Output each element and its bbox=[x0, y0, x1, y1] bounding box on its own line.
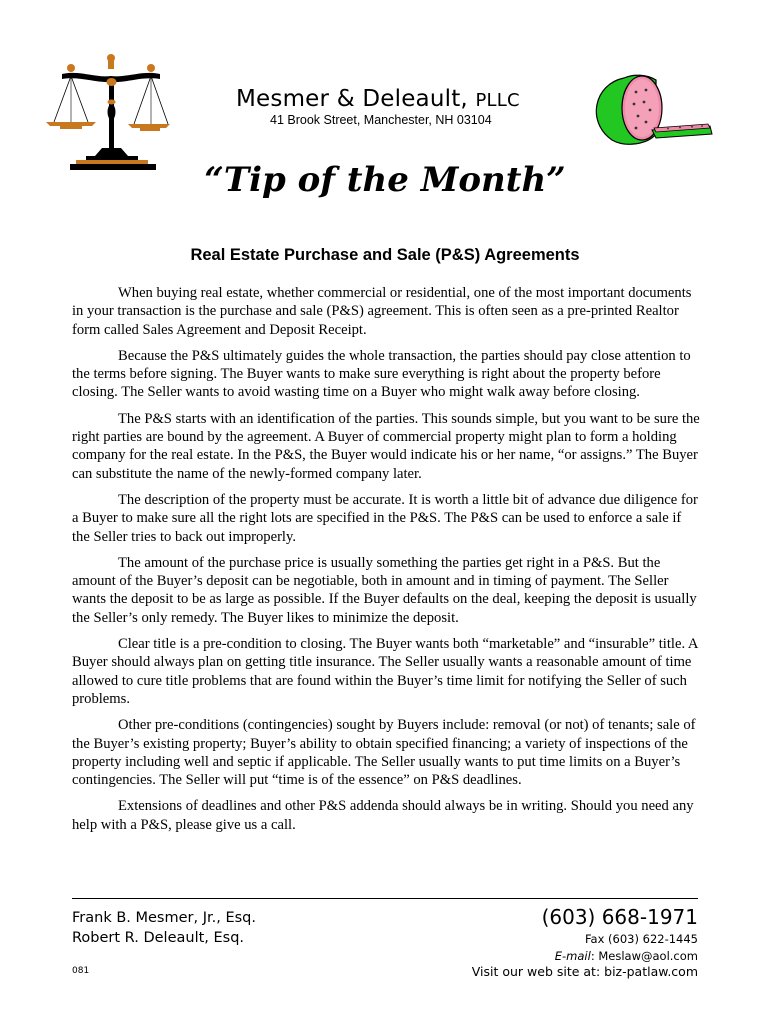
fax-number: Fax (603) 622-1445 bbox=[584, 932, 698, 946]
email-line bbox=[555, 949, 698, 963]
article-paragraph: The P&S starts with an identification of the parties. This sounds simple, but you want to be sure the right parties are bound by the agreement. A Buyer of commercial property might plan to form a holding company for the real estate. In the P&S, the Buyer would indicate his or her name, “or assigns.” The Buyer can substitute the name of the newly-formed company later. bbox=[72, 410, 700, 482]
scales-of-justice-icon bbox=[40, 52, 170, 174]
article-body bbox=[72, 284, 700, 842]
tip-of-the-month-title: “Tip of the Month” bbox=[204, 160, 566, 200]
firm-name-text: Mesmer & Deleault, bbox=[236, 86, 468, 112]
article-paragraph: Other pre-conditions (contingencies) sought by Buyers include: removal (or not) of tenants; sale of the Buyer’s existing property; Buyer’s ability to obtain specified financing; a variety of inspections of the property including well and septic if applicable. The Seller usually wants to put time limits on a Buyer’s contingencies. The Seller will put “time is of the essence” on P&S deadlines. bbox=[72, 717, 696, 789]
firm-suffix: PLLC bbox=[475, 90, 520, 111]
email-label: E-mail bbox=[554, 949, 591, 963]
website-line[interactable]: Visit our web site at: biz-patlaw.com bbox=[471, 964, 698, 979]
attorney-name: Frank B. Mesmer, Jr., Esq. bbox=[72, 910, 256, 926]
firm-name bbox=[236, 86, 520, 112]
watermelon-icon bbox=[586, 72, 716, 150]
document-code: 081 bbox=[72, 966, 90, 976]
firm-address: 41 Brook Street, Manchester, NH 03104 bbox=[270, 113, 492, 127]
phone-number: (603) 668-1971 bbox=[541, 905, 698, 929]
email-address[interactable]: : Meslaw@aol.com bbox=[590, 949, 698, 963]
article-paragraph: Extensions of deadlines and other P&S addenda should always be in writing. Should you need any help with a P&S, please give us a call. bbox=[72, 798, 694, 833]
article-paragraph: The description of the property must be accurate. It is worth a little bit of advance due diligence for a Buyer to make sure all the right lots are specified in the P&S. The P&S can be used to enforce a sale if the Seller tries to back out improperly. bbox=[72, 491, 698, 545]
article-paragraph: Because the P&S ultimately guides the whole transaction, the parties should pay close attention to the terms before signing. The Buyer wants to make sure everything is right about the property before closing. The Seller wants to avoid wasting time on a Buyer who might walk away before closing. bbox=[72, 347, 691, 401]
article-paragraph: The amount of the purchase price is usually something the parties get right in a P&S. But the amount of the Buyer’s deposit can be negotiable, both in amount and in timing of payment. The Seller wants the deposit to be as large as possible. If the Buyer defaults on the deal, keeping the deposit is usually the Seller’s only remedy. The Buyer likes to minimize the deposit. bbox=[72, 554, 697, 626]
article-title: Real Estate Purchase and Sale (P&S) Agreements bbox=[190, 246, 580, 264]
footer-divider bbox=[72, 898, 698, 899]
attorney-name: Robert R. Deleault, Esq. bbox=[72, 930, 245, 946]
article-paragraph: Clear title is a pre-condition to closing. The Buyer wants both “marketable” and “insurable” title. A Buyer should always plan on getting title insurance. The Seller usually wants a reasonable amount of time allowed to cure title problems that are found within the Buyer’s time limit for notifying the Seller of such problems. bbox=[72, 636, 698, 707]
article-paragraph: When buying real estate, whether commercial or residential, one of the most important documents in your transaction is the purchase and sale (P&S) agreement. This is often seen as a pre-printed Realtor form called Sales Agreement and Deposit Receipt. bbox=[72, 285, 692, 338]
